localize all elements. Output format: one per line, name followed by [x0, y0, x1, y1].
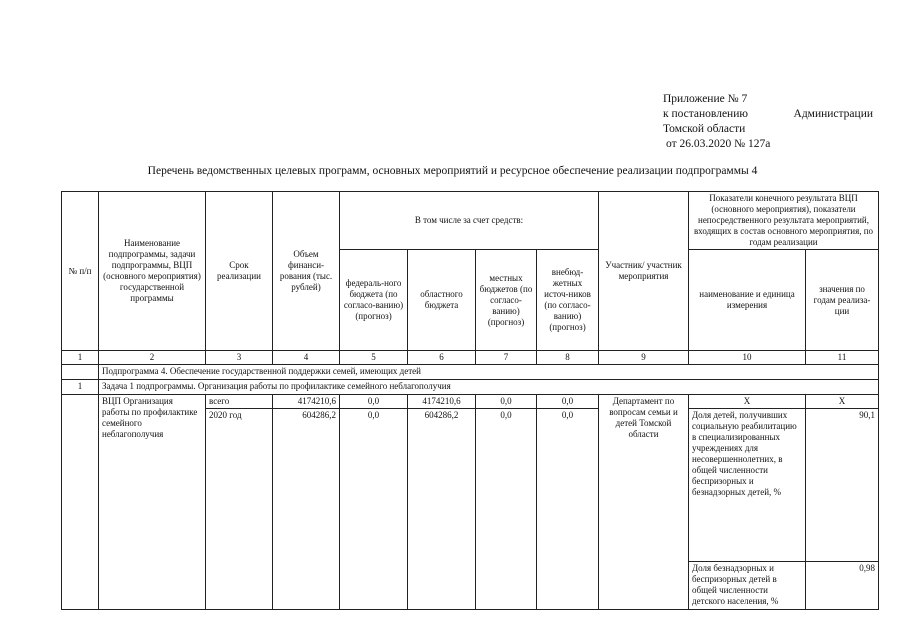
appendix-line-2-left: к постановлению	[663, 108, 748, 120]
task-row	[62, 380, 879, 395]
header-extra: внебюд-жетных источ-ников (по согласо-ванию) (прогноз)	[537, 250, 599, 351]
column-numbers-row	[62, 351, 879, 365]
column-number: 7	[476, 351, 537, 365]
header-volume: Объем финанси-рования (тыс. рублей)	[273, 192, 340, 351]
appendix-line-2	[663, 107, 873, 122]
header-regional: областного бюджета	[408, 250, 476, 351]
vcp-participant: Департамент по вопросам семьи и детей Томской области	[599, 395, 689, 610]
header-indicator-name: наименование и единица измерения	[689, 250, 806, 351]
header-indicators: Показатели конечного результата ВЦП (основного мероприятия), показатели непосредственного результата мероприятий, входящих в состав основного мероприятия, по годам реализации	[689, 192, 879, 250]
row-indicator-name: Доля детей, получивших социальную реабилитацию в специализированных учреждениях для несовершеннолетних, в общей численности беспризорных и безнадзорных детей, %	[689, 409, 806, 562]
header-num: № п/п	[62, 192, 99, 351]
header-name: Наименование подпрограммы, задачи подпрограммы, ВЦП (основного мероприятия) государственной программы	[99, 192, 206, 351]
row-federal: 0,0	[340, 395, 408, 409]
subprogram-row	[62, 365, 879, 380]
header-local: местных бюджетов (по согласо-ванию) (прогноз)	[476, 250, 537, 351]
row-local: 0,0	[476, 409, 537, 610]
appendix-line-3: Томской области	[663, 123, 746, 135]
column-number: 9	[599, 351, 689, 365]
header-federal: федераль-ного бюджета (по согласо-ванию) (прогноз)	[340, 250, 408, 351]
row-indicator-value: 90,1	[806, 409, 879, 562]
column-number: 8	[537, 351, 599, 365]
row-extra: 0,0	[537, 409, 599, 610]
task-title: Задача 1 подпрограммы. Организация работы по профилактике семейного неблагополучия	[99, 380, 879, 395]
column-number: 11	[806, 351, 879, 365]
task-num: 1	[62, 380, 99, 395]
row-volume: 604286,2	[273, 409, 340, 610]
vcp-name: ВЦП Организация работы по профилактике семейного неблагополучия	[99, 395, 206, 610]
header-period: Срок реализации	[206, 192, 273, 351]
column-number: 3	[206, 351, 273, 365]
row-period: всего	[206, 395, 273, 409]
appendix-line-1: Приложение № 7	[663, 93, 748, 105]
row-regional: 4174210,6	[408, 395, 476, 409]
header-participant: Участник/ участник мероприятия	[599, 192, 689, 351]
appendix-line-4: от 26.03.2020 № 127а	[666, 138, 771, 150]
row-indicator-value: Х	[806, 395, 879, 409]
appendix-line-2-right: Администрации	[793, 108, 873, 120]
row-federal: 0,0	[340, 409, 408, 610]
column-number: 6	[408, 351, 476, 365]
subprogram-num-cell	[62, 365, 99, 380]
row-indicator-name: Х	[689, 395, 806, 409]
extra-indicator-name: Доля безнадзорных и беспризорных детей в общей численности детского населения, %	[689, 562, 806, 610]
table-row	[62, 395, 879, 409]
program-table	[61, 191, 879, 610]
subprogram-title: Подпрограмма 4. Обеспечение государственной поддержки семей, имеющих детей	[99, 365, 879, 380]
vcp-num-cell	[62, 395, 99, 610]
column-number: 5	[340, 351, 408, 365]
row-period: 2020 год	[206, 409, 273, 610]
appendix-block	[663, 92, 873, 152]
column-number: 4	[273, 351, 340, 365]
column-number: 10	[689, 351, 806, 365]
row-volume: 4174210,6	[273, 395, 340, 409]
row-local: 0,0	[476, 395, 537, 409]
row-extra: 0,0	[537, 395, 599, 409]
row-regional: 604286,2	[408, 409, 476, 610]
extra-indicator-value: 0,98	[806, 562, 879, 610]
column-number: 1	[62, 351, 99, 365]
header-including: В том числе за счет средств:	[340, 192, 599, 250]
header-indicator-values: значения по годам реализа-ции	[806, 250, 879, 351]
document-title: Перечень ведомственных целевых программ, основных мероприятий и ресурсное обеспечение реализации подпрограммы 4	[147, 165, 758, 177]
column-number: 2	[99, 351, 206, 365]
